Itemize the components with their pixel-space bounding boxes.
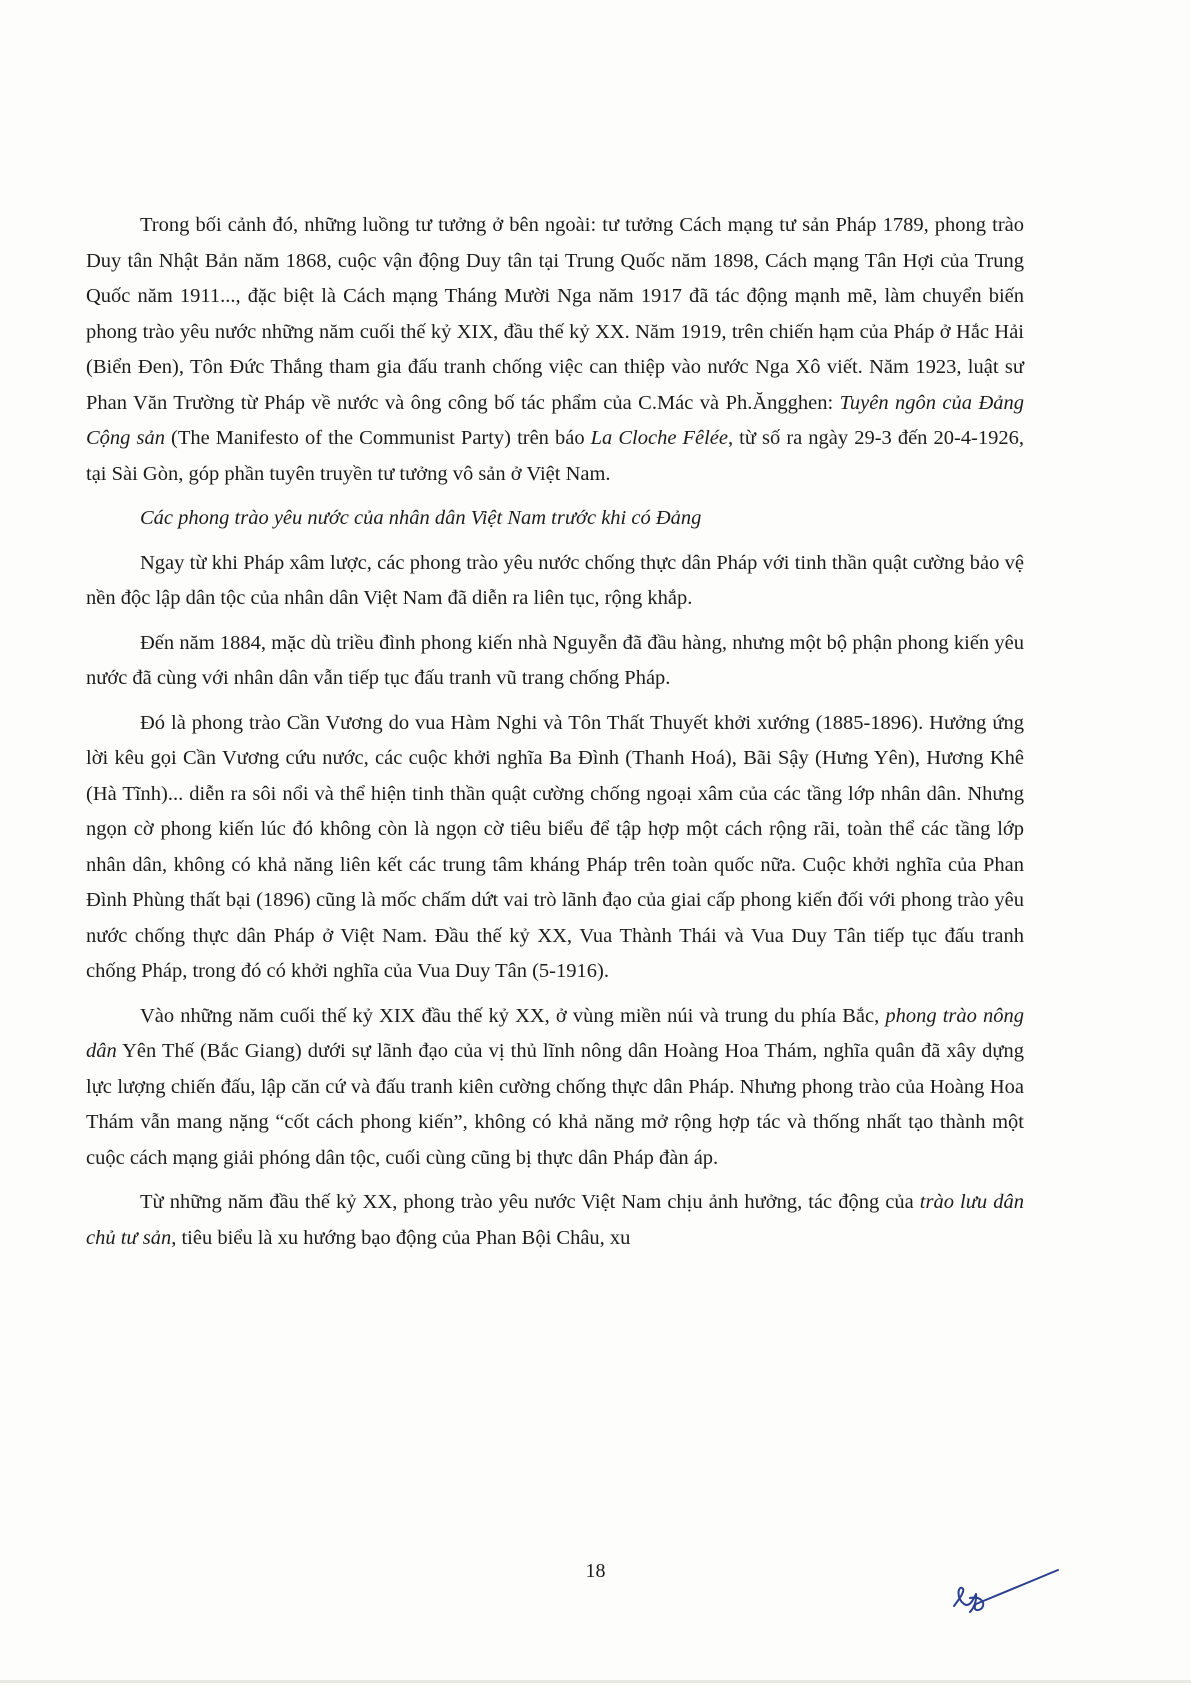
- text-segment: Ngay từ khi Pháp xâm lược, các phong trào yêu nước chống thực dân Pháp với tinh thần quật cường bảo vệ nền độc lập dân tộc của nhân dân Việt Nam đã diễn ra liên tục, rộng khắp.: [86, 551, 1024, 609]
- text-segment: (The Manifesto of the Communist Party) trên báo: [164, 427, 591, 449]
- text-segment: Vào những năm cuối thế kỷ XIX đầu thế kỷ XX, ở vùng miền núi và trung du phía Bắc,: [140, 1004, 886, 1027]
- paragraph-4: [86, 626, 1024, 697]
- paragraph-6: [86, 999, 1024, 1177]
- text-segment: Đến năm 1884, mặc dù triều đình phong kiến nhà Nguyễn đã đầu hàng, nhưng một bộ phận phong kiến yêu nước đã cùng với nhân dân vẫn tiếp tục đấu tranh vũ trang chống Pháp.: [86, 631, 1024, 689]
- section-heading: [86, 501, 1024, 537]
- publication-title: Tuyên ngôn của Đảng Cộng sản: [86, 391, 1025, 449]
- emphasis-term: trào lưu dân chủ tư sản: [86, 1191, 1024, 1249]
- paragraph-5: [86, 706, 1024, 990]
- text-segment: Trong bối cảnh đó, những luồng tư tưởng ở bên ngoài: tư tưởng Cách mạng tư sản Pháp 1789, phong trào Duy tân Nhật Bản năm 1868, cuộc vận động Duy tân tại Trung Quốc năm 1898, Cách mạng Tân Hợi của Trung Quốc năm 1911..., đặc biệt là Cách mạng Tháng Mười Nga năm 1917 đã tác động mạnh mẽ, làm chuyển biến phong trào yêu nước những năm cuối thế kỷ XIX, đầu thế kỷ XX. Năm 1919, trên chiến hạm của Pháp ở Hắc Hải (Biển Đen), Tôn Đức Thắng tham gia đấu tranh chống việc can thiệp vào nước Nga Xô viết. Năm 1923, luật sư Phan Văn Trường từ Pháp về nước và ông công bố tác phẩm của C.Mác và Ph.Ăngghen:: [86, 214, 1024, 414]
- text-segment: Đó là phong trào Cần Vương do vua Hàm Nghi và Tôn Thất Thuyết khởi xướng (1885-1896). Hưởng ứng lời kêu gọi Cần Vương cứu nước, các cuộc khởi nghĩa Ba Đình (Thanh Hoá), Bãi Sậy (Hưng Yên), Hương Khê (Hà Tĩnh)... diễn ra sôi nổi và thể hiện tinh thần quật cường chống ngoại xâm của các tầng lớp nhân dân. Nhưng ngọn cờ phong kiến lúc đó không còn là ngọn cờ tiêu biểu để tập hợp một cách rộng rãi, toàn thể các tầng lớp nhân dân, không có khả năng liên kết các trung tâm kháng Pháp trên toàn quốc nữa. Cuộc khởi nghĩa của Phan Đình Phùng thất bại (1896) cũng là mốc chấm dứt vai trò lãnh đạo của giai cấp phong kiến đối với phong trào yêu nước chống thực dân Pháp ở Việt Nam. Đầu thế kỷ XX, Vua Thành Thái và Vua Duy Tân tiếp tục đấu tranh chống Pháp, trong đó có khởi nghĩa của Vua Duy Tân (5-1916).: [86, 711, 1024, 982]
- paragraph-1: [86, 208, 1024, 492]
- paragraph-3: [86, 546, 1024, 617]
- scan-edge: [0, 1680, 1191, 1683]
- text-segment: , tiêu biểu là xu hướng bạo động của Phan Bội Châu, xu: [171, 1226, 631, 1249]
- text-segment: Yên Thế (Bắc Giang) dưới sự lãnh đạo của vị thủ lĩnh nông dân Hoàng Hoa Thám, nghĩa quân đã xây dựng lực lượng chiến đấu, lập căn cứ và đấu tranh kiên cường chống thực dân Pháp. Nhưng phong trào của Hoàng Hoa Thám vẫn mang nặng “cốt cách phong kiến”, không có khả năng mở rộng hợp tác và thống nhất tạo thành một cuộc cách mạng giải phóng dân tộc, cuối cùng cũng bị thực dân Pháp đàn áp.: [86, 1040, 1024, 1169]
- text-segment: Các phong trào yêu nước của nhân dân Việt Nam trước khi có Đảng: [140, 507, 702, 529]
- handwritten-signature-icon: [946, 1568, 1066, 1618]
- body-text: [86, 208, 1024, 1265]
- newspaper-title: La Cloche Fêlée: [590, 427, 728, 449]
- text-segment: , từ số ra ngày 29-3 đến 20-4-1926, tại Sài Gòn, góp phần tuyên truyền tư tưởng vô sản ở Việt Nam.: [86, 427, 1025, 485]
- page-number: 18: [585, 1560, 606, 1582]
- text-segment: Từ những năm đầu thế kỷ XX, phong trào yêu nước Việt Nam chịu ảnh hưởng, tác động của: [140, 1191, 920, 1213]
- paragraph-7: [86, 1185, 1024, 1256]
- emphasis-term: phong trào nông dân: [86, 1004, 1024, 1062]
